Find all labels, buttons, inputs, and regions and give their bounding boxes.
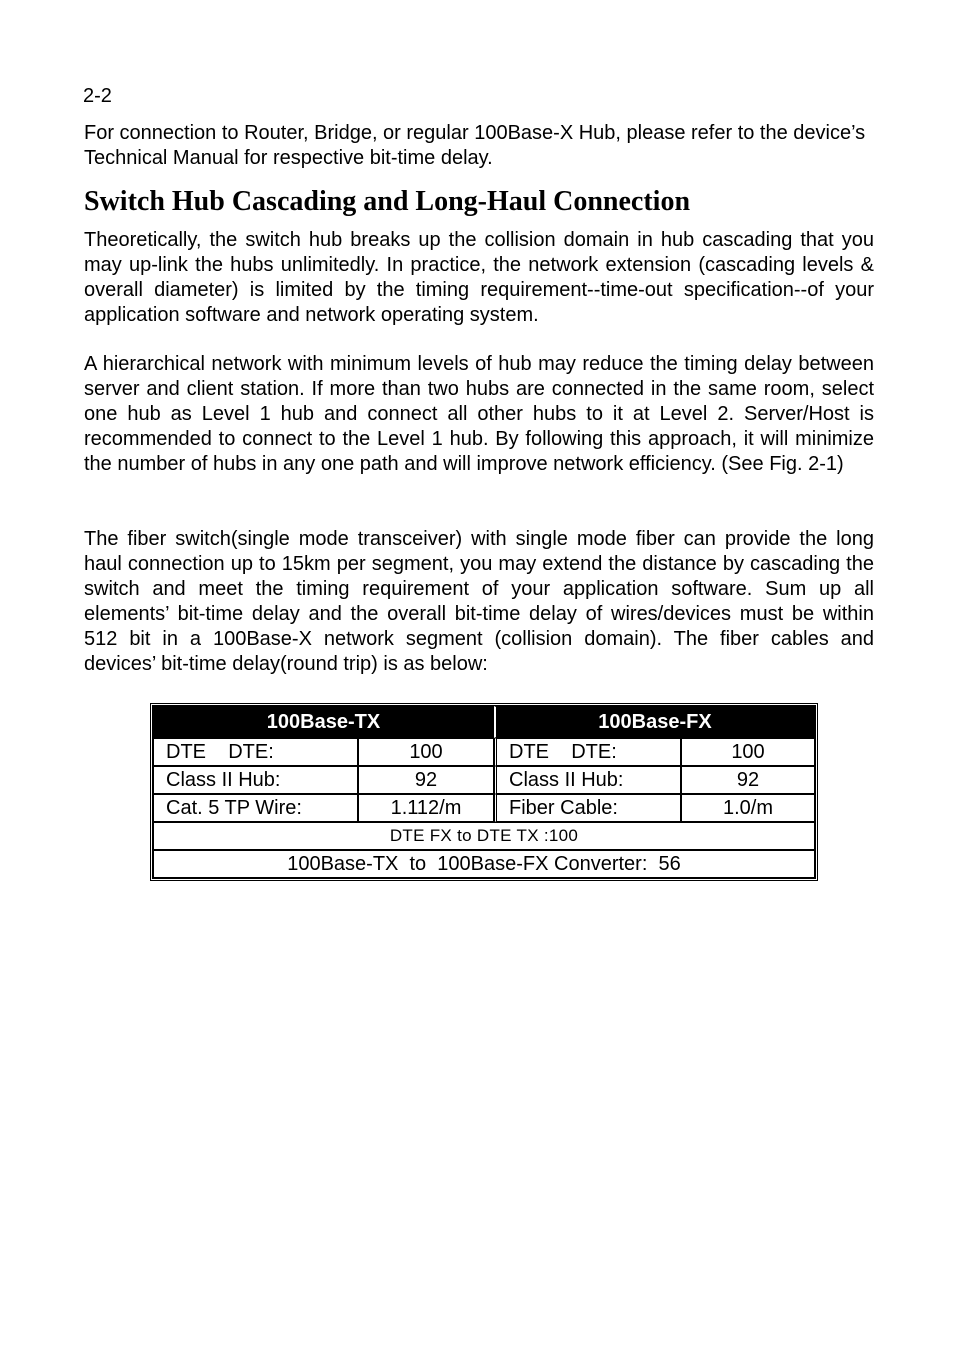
fx-label: Class II Hub: [494, 766, 681, 794]
header-100base-tx: 100Base-TX [153, 706, 494, 738]
tx-label: DTE DTE: [153, 738, 358, 766]
converter-row: 100Base-TX to 100Base-FX Converter: 56 [153, 850, 815, 878]
paragraph-theory: Theoretically, the switch hub breaks up the collision domain in hub cascading that you may up-link the hubs unlimitedly. In practice, the network extension (cascading levels & overall diameter) is limited by the timing requirement--time-out specification--of your application software and network operating system. [84, 229, 874, 326]
table-header-row [153, 706, 815, 738]
fx-label: Fiber Cable: [494, 794, 681, 822]
tx-value: 1.112/m [358, 794, 494, 822]
table-row [153, 766, 815, 794]
fx-value: 92 [681, 766, 815, 794]
fx-label: DTE DTE: [494, 738, 681, 766]
table-row [153, 822, 815, 850]
fx-value: 1.0/m [681, 794, 815, 822]
bit-time-delay-table [150, 703, 818, 881]
tx-label: Class II Hub: [153, 766, 358, 794]
intro-paragraph: For connection to Router, Bridge, or regular 100Base-X Hub, please refer to the device’s Technical Manual for respective bit-time delay. [84, 122, 866, 169]
paragraph-hierarchy: A hierarchical network with minimum levels of hub may reduce the timing delay between server and client station. If more than two hubs are connected in the same room, select one hub as Level 1 hub and connect all other hubs to it at Level 2. Server/Host is recommended to connect to the Level 1 hub. By following this approach, it will minimize the number of hubs in any one path and will improve network efficiency. (See Fig. 2-1) [84, 353, 874, 475]
table-row [153, 794, 815, 822]
paragraph-fiber: The fiber switch(single mode transceiver) with single mode fiber can provide the long haul connection up to 15km per segment, you may extend the distance by cascading the switch and meet the timing requirement of your application software. Sum up all elements’ bit-time delay and the overall bit-time delay of wires/devices must be within 512 bit in a 100Base-X network segment (collision domain). The fiber cables and devices’ bit-time delay(round trip) is as below: [84, 528, 874, 675]
table-row [153, 850, 815, 878]
page-number: 2-2 [83, 85, 112, 107]
tx-value: 92 [358, 766, 494, 794]
tx-label: Cat. 5 TP Wire: [153, 794, 358, 822]
tx-value: 100 [358, 738, 494, 766]
section-title: Switch Hub Cascading and Long-Haul Connection [84, 186, 691, 217]
header-100base-fx: 100Base-FX [494, 706, 815, 738]
fx-value: 100 [681, 738, 815, 766]
table-row [153, 738, 815, 766]
dte-fx-to-dte-tx-row: DTE FX to DTE TX :100 [153, 822, 815, 850]
